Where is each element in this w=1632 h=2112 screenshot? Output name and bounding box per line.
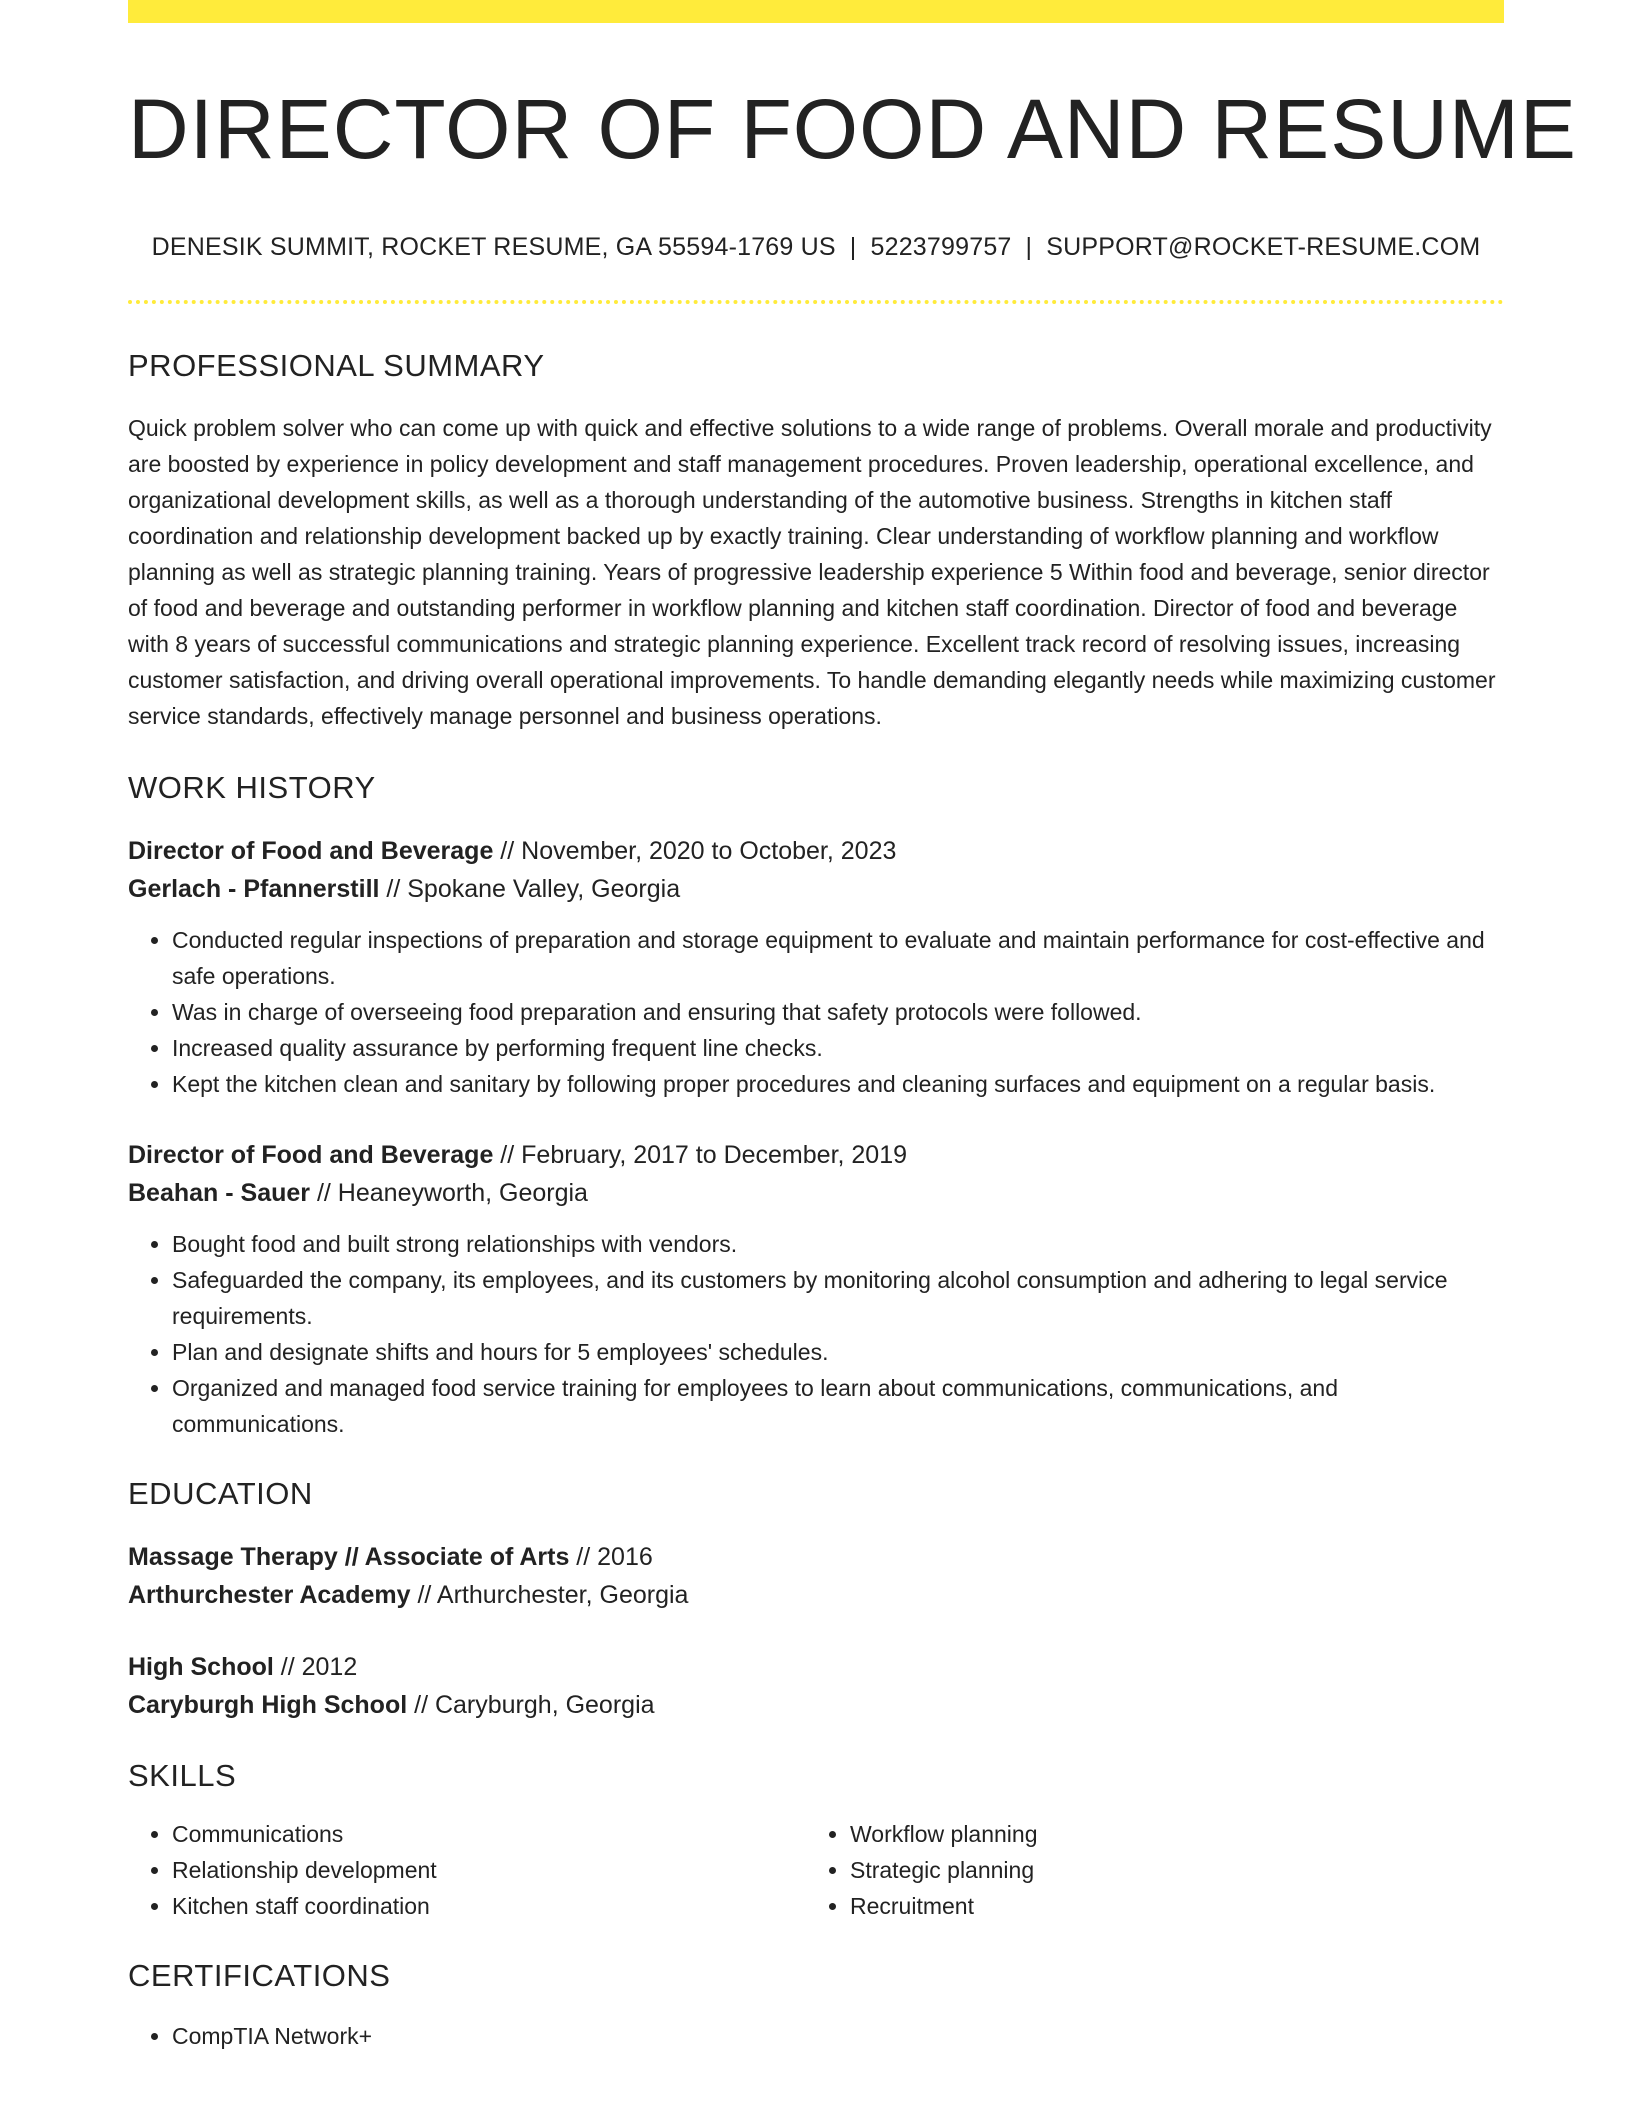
job-dates: // February, 2017 to December, 2019 (493, 1141, 908, 1170)
education-location: // Arthurchester, Georgia (410, 1581, 689, 1610)
skills-heading: SKILLS (128, 1758, 237, 1794)
list-item: • CompTIA Network+ (172, 2018, 1504, 2054)
contact-separator: | (849, 233, 857, 262)
list-item: • Plan and designate shifts and hours for 5 employees' schedules. (172, 1334, 1504, 1370)
job-bullets (128, 1226, 1504, 1442)
resume-name: DIRECTOR OF FOOD AND RESUME (128, 82, 1577, 176)
job-role: Director of Food and Beverage (128, 837, 494, 866)
education-year: // 2012 (273, 1653, 358, 1682)
skills-right-column (806, 1816, 1504, 1924)
summary-text: Quick problem solver who can come up with quick and effective solutions to a wide range of problems. Overall morale and productivity are boosted by experience in policy development and staff management procedures. Proven leadership, operational excellence, and organizational development skills, as well as a thorough understanding of the automotive business. Strengths in kitchen staff coordination and relationship development backed up by exactly training. Clear understanding of workflow planning and workflow planning as well as strategic planning training. Years of progressive leadership experience 5 Within food and beverage, senior director of food and beverage and outstanding performer in workflow planning and kitchen staff coordination. Director of food and beverage with 8 years of successful communications and strategic planning experience. Excellent track record of resolving issues, increasing customer satisfaction, and driving overall operational improvements. To handle demanding elegantly needs while maximizing customer service standards, effectively manage personnel and business operations. (128, 415, 1496, 730)
list-item: • Conducted regular inspections of preparation and storage equipment to evaluate and maintain performance for cost-effective and safe operations. (172, 922, 1504, 994)
list-item: • Was in charge of overseeing food preparation and ensuring that safety protocols were followed. (172, 994, 1504, 1030)
job-company: Beahan - Sauer (128, 1179, 311, 1208)
education-heading: EDUCATION (128, 1476, 313, 1512)
education-location: // Caryburgh, Georgia (407, 1691, 655, 1720)
work-history-heading: WORK HISTORY (128, 770, 376, 806)
resume-page (128, 0, 1577, 2054)
job-company-line (128, 1174, 1504, 1212)
job-dates: // November, 2020 to October, 2023 (493, 837, 897, 866)
skills-left-column (128, 1816, 806, 1924)
certifications-heading: CERTIFICATIONS (128, 1958, 391, 1994)
education-school-line (128, 1576, 1504, 1614)
job-title-line (128, 1136, 1504, 1174)
job-entry (128, 832, 1504, 1102)
list-item: • Safeguarded the company, its employees, and its customers by monitoring alcohol consumption and adhering to legal service requirements. (172, 1262, 1504, 1334)
list-item: • Communications (172, 1816, 806, 1852)
job-company: Gerlach - Pfannerstill (128, 875, 380, 904)
list-item: • Bought food and built strong relationships with vendors. (172, 1226, 1504, 1262)
contact-email: SUPPORT@ROCKET-RESUME.COM (1046, 233, 1481, 262)
education-school: Arthurchester Academy (128, 1581, 411, 1610)
education-year: // 2016 (569, 1543, 653, 1572)
list-item: • Relationship development (172, 1852, 806, 1888)
list-item: • Strategic planning (850, 1852, 1504, 1888)
contact-separator: | (1025, 233, 1033, 262)
list-item: • Organized and managed food service training for employees to learn about communications, communications, and communications. (172, 1370, 1504, 1442)
certifications-list (128, 2018, 1504, 2054)
list-item: • Kitchen staff coordination (172, 1888, 806, 1924)
job-role: Director of Food and Beverage (128, 1141, 494, 1170)
education-degree-line (128, 1538, 1504, 1576)
job-company-line (128, 870, 1504, 908)
list-item: • Recruitment (850, 1888, 1504, 1924)
skills-grid (128, 1816, 1504, 1924)
top-accent-bar (128, 0, 1504, 23)
header-divider (128, 300, 1504, 304)
list-item: • Kept the kitchen clean and sanitary by following proper procedures and cleaning surfaces and equipment on a regular basis. (172, 1066, 1504, 1102)
list-item: • Workflow planning (850, 1816, 1504, 1852)
education-degree: Massage Therapy // Associate of Arts (128, 1543, 570, 1572)
list-item: • Increased quality assurance by performing frequent line checks. (172, 1030, 1504, 1066)
education-school: Caryburgh High School (128, 1691, 408, 1720)
education-entry (128, 1648, 1504, 1724)
contact-line (128, 233, 1504, 262)
job-location: // Heaneyworth, Georgia (310, 1179, 588, 1208)
job-bullets (128, 922, 1504, 1102)
contact-phone: 5223799757 (870, 233, 1012, 262)
education-degree: High School (128, 1653, 274, 1682)
contact-address: DENESIK SUMMIT, ROCKET RESUME, GA 55594-1769 US (151, 233, 836, 262)
education-entry (128, 1538, 1504, 1614)
education-school-line (128, 1686, 1504, 1724)
job-location: // Spokane Valley, Georgia (379, 875, 681, 904)
job-title-line (128, 832, 1504, 870)
job-entry (128, 1136, 1504, 1442)
education-degree-line (128, 1648, 1504, 1686)
summary-heading: PROFESSIONAL SUMMARY (128, 348, 545, 384)
